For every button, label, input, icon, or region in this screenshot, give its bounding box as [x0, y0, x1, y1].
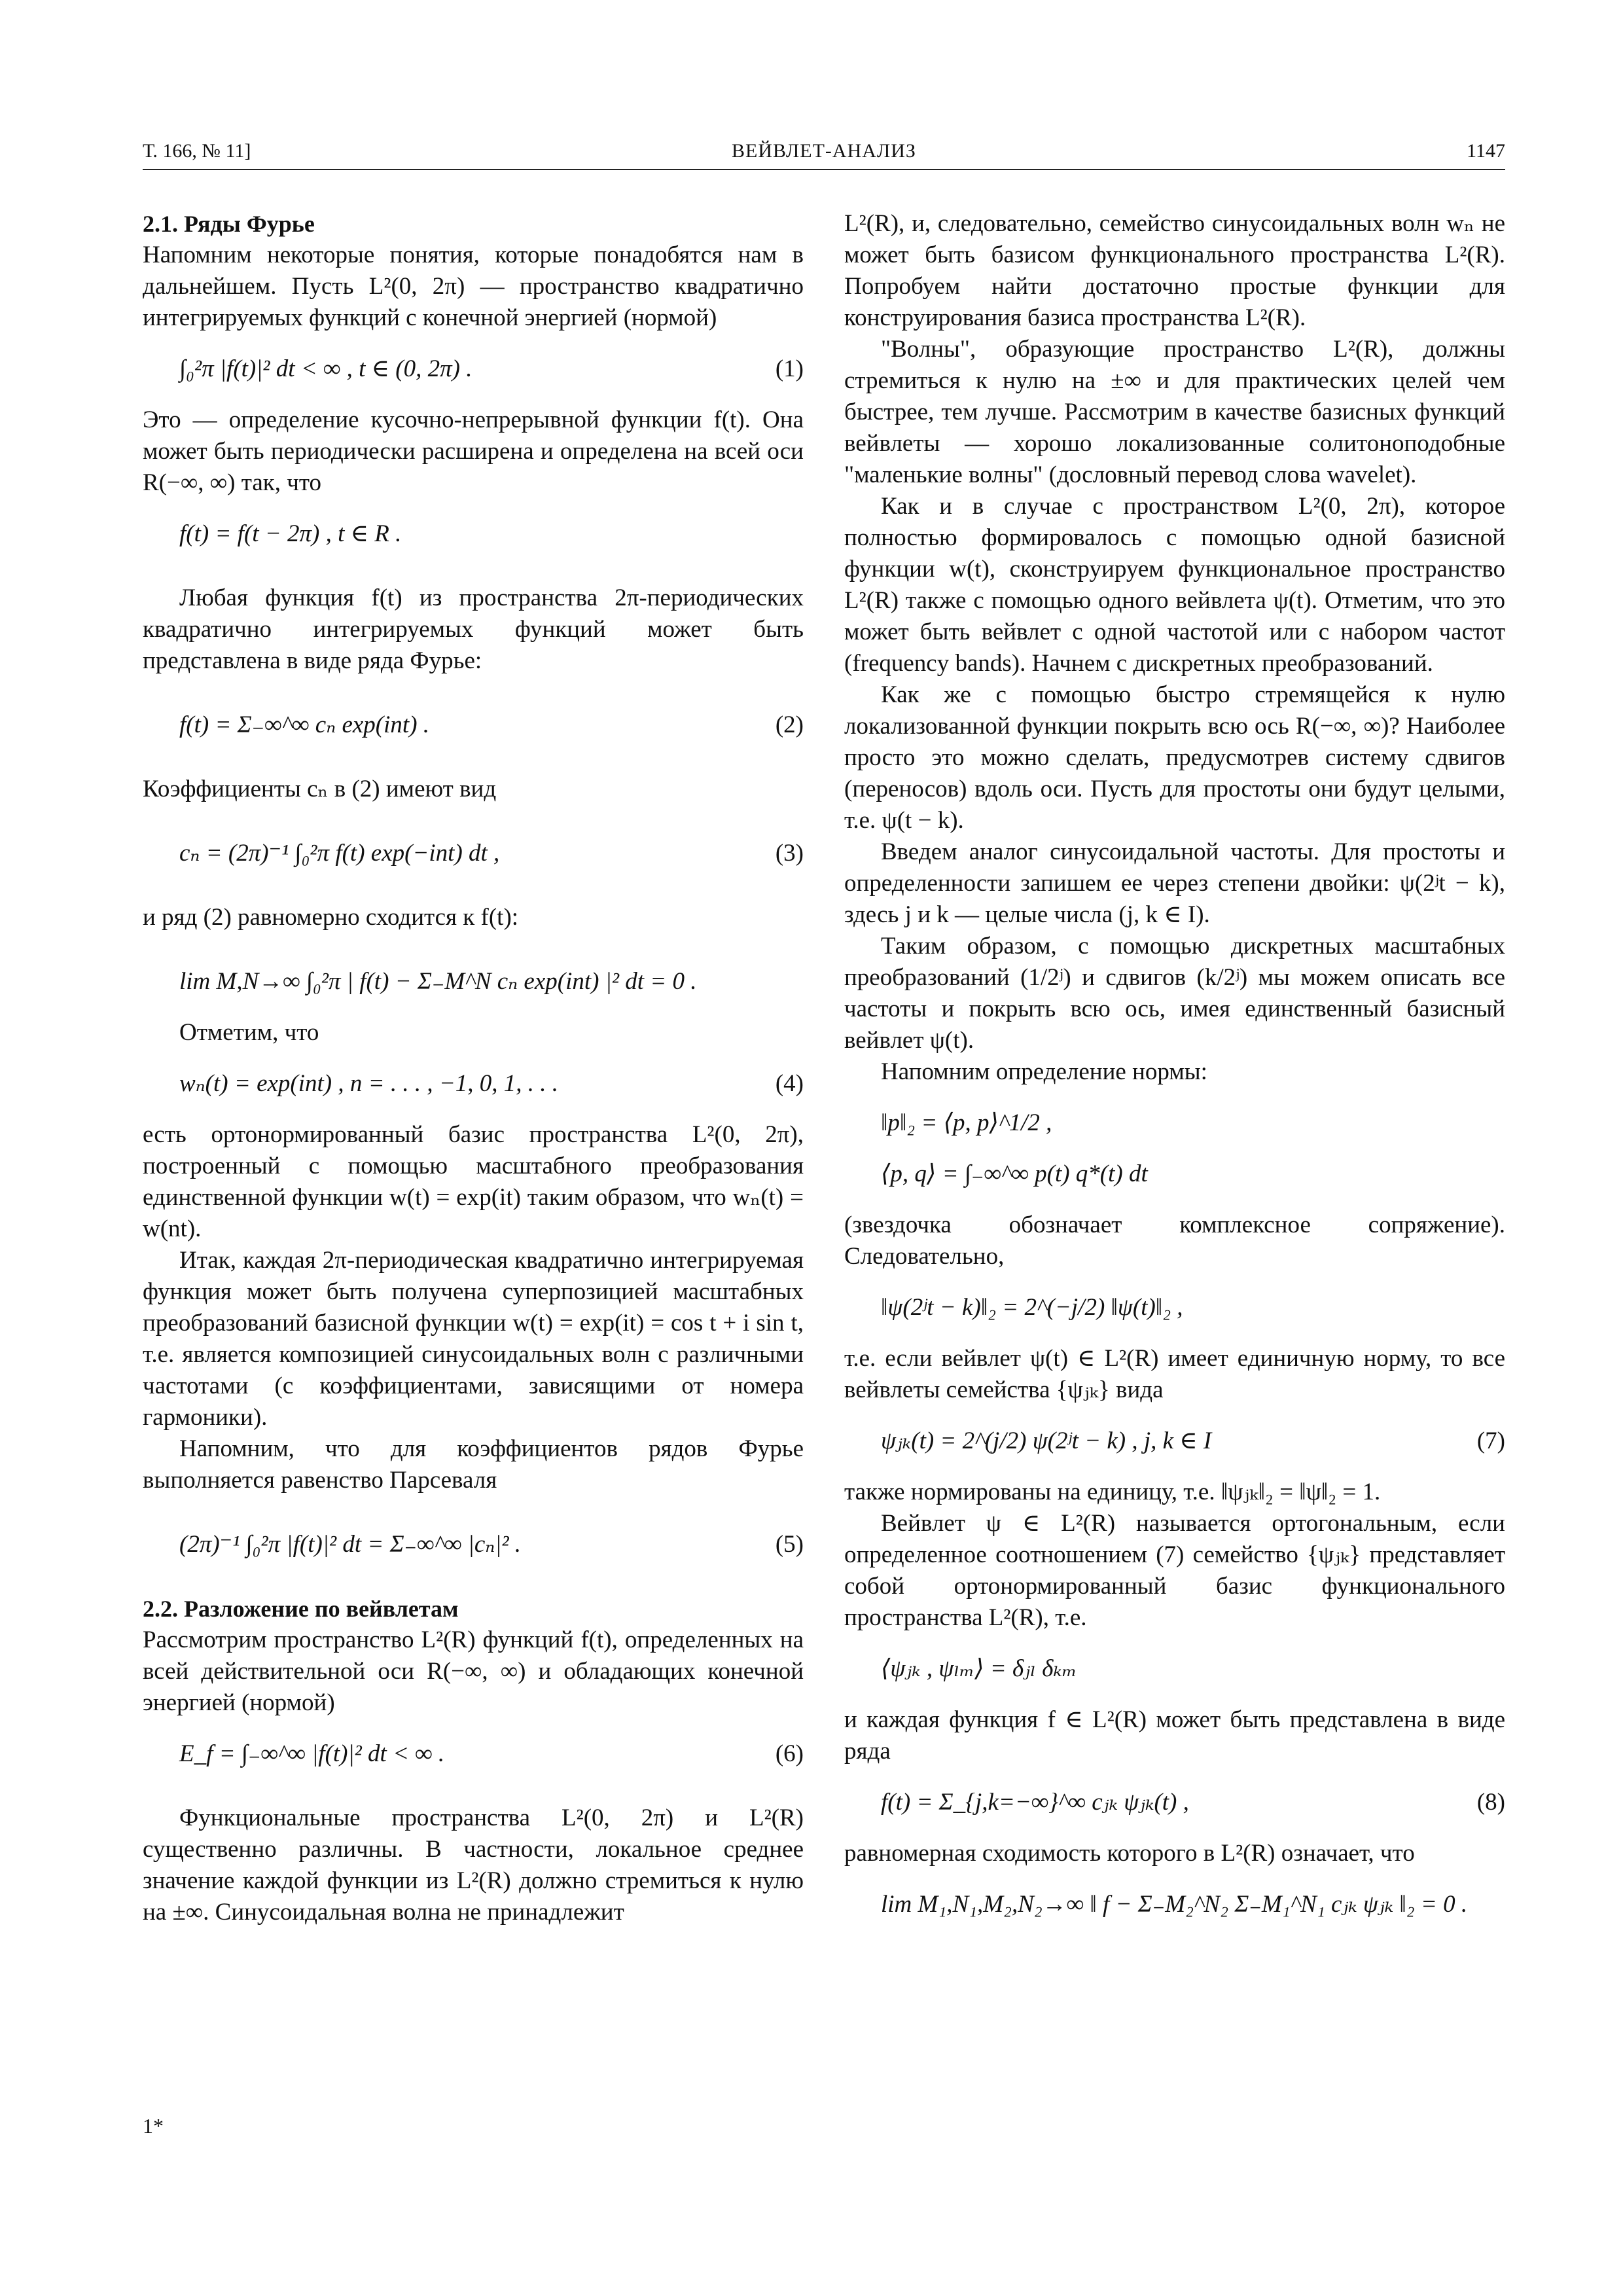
- paragraph: Как и в случае с пространством L²(0, 2π), которое полностью формировалось с помощью одной базисной функции w(t), сконструируем функциональное пространство L²(R) также с помощью одного вейвлета ψ(t). Отметим, что это может быть вейвлет с одной частотой или с набором частот (frequency bands). Начнем с дискретных преобразований.: [844, 493, 1505, 677]
- left-column: [143, 208, 804, 1928]
- paragraph: Как же с помощью быстро стремящейся к нулю локализованной функции покрыть всю ось R(−∞, ∞)? Наиболее просто это можно сделать, предусмотрев систему сдвигов (переносов) вдоль оси. Пусть для простоты они будут целыми, т.е. ψ(t − k).: [844, 681, 1505, 834]
- equation-text: cₙ = (2π)⁻¹ ∫₀²π f(t) exp(−int) dt ,: [179, 840, 500, 867]
- signature-mark: 1*: [143, 2114, 164, 2138]
- equation-4: [143, 1068, 804, 1100]
- equation-convergence: [844, 1889, 1505, 1920]
- paragraph: Итак, каждая 2π-периодическая квадратично интегрируемая функция может быть получена суперпозицией масштабных преобразований базисной функции w(t) = exp(it) = cos t + i sin t, т.е. является композицией синусоидальных волн с различными частотами (с коэффициентами, зависящими от номера гармоники).: [143, 1247, 804, 1431]
- equation-text: f(t) = Σ_{j,k=−∞}^∞ cⱼₖ ψⱼₖ(t) ,: [881, 1789, 1189, 1816]
- paragraph: Это — определение кусочно-непрерывной функции f(t). Она может быть периодически расширена и определена на всей оси R(−∞, ∞) так, что: [143, 406, 804, 496]
- running-header: [143, 135, 1505, 170]
- equation-inner-product: [844, 1158, 1505, 1190]
- equation-number: (6): [775, 1740, 804, 1767]
- equation-norm: [844, 1107, 1505, 1139]
- paragraph: Функциональные пространства L²(0, 2π) и L²(R) существенно различны. В частности, локальное среднее значение каждой функции из L²(R) должно стремиться к нулю на ±∞. Синусоидальная волна не принадлежит: [143, 1804, 804, 1926]
- equation-number: (2): [775, 711, 804, 738]
- equation-text: ‖p‖₂ = ⟨p, p⟩^1/2 ,: [881, 1109, 1052, 1136]
- equation-5: [143, 1529, 804, 1560]
- equation-text: f(t) = f(t − 2π) , t ∈ R .: [179, 520, 402, 547]
- paragraph: равномерная сходимость которого в L²(R) означает, что: [844, 1840, 1415, 1867]
- paragraph: Введем аналог синусоидальной частоты. Для простоты и определенности запишем ее через степени двойки: ψ(2ʲt − k), здесь j и k — целые числа (j, k ∈ I).: [844, 838, 1505, 928]
- paragraph: и ряд (2) равномерно сходится к f(t):: [143, 904, 519, 931]
- equation-8: [844, 1787, 1505, 1818]
- equation-2: [143, 709, 804, 741]
- paragraph: Напомним некоторые понятия, которые понадобятся нам в дальнейшем. Пусть L²(0, 2π) — пространство квадратично интегрируемых функций с конечной энергией (нормой): [143, 242, 804, 331]
- equation-1: [143, 353, 804, 385]
- equation-3: [143, 838, 804, 869]
- section-title-wavelets: 2.2. Разложение по вейвлетам: [143, 1596, 459, 1622]
- equation-periodic: [143, 518, 804, 550]
- paragraph: Коэффициенты cₙ в (2) имеют вид: [143, 776, 497, 802]
- paragraph: Любая функция f(t) из пространства 2π-периодических квадратично интегрируемых функций может быть представлена в виде ряда Фурье:: [143, 584, 804, 674]
- paragraph: также нормированы на единицу, т.е. ‖ψⱼₖ‖₂ = ‖ψ‖₂ = 1.: [844, 1479, 1381, 1505]
- paragraph: Отметим, что: [179, 1019, 319, 1046]
- section-title-fourier: 2.1. Ряды Фурье: [143, 211, 315, 237]
- equation-text: f(t) = Σ₋∞^∞ cₙ exp(int) .: [179, 711, 430, 738]
- paragraph: и каждая функция f ∈ L²(R) может быть представлена в виде ряда: [844, 1706, 1505, 1765]
- equation-6: [143, 1738, 804, 1770]
- equation-number: (7): [1476, 1427, 1505, 1454]
- paragraph: "Волны", образующие пространство L²(R), должны стремиться к нулю на ±∞ и для практических целей чем быстрее, тем лучше. Рассмотрим в качестве базисных функций вейвлеты — хорошо локализованные солитоноподобные "маленькие волны" (дословный перевод слова wavelet).: [844, 336, 1505, 488]
- equation-7: [844, 1426, 1505, 1457]
- equation-number: (1): [775, 355, 804, 382]
- equation-number: (5): [775, 1531, 804, 1558]
- paragraph: Вейвлет ψ ∈ L²(R) называется ортогональным, если определенное соотношением (7) семейство {ψⱼₖ} представляет собой ортонормированный базис функционального пространства L²(R), т.е.: [844, 1510, 1505, 1631]
- equation-scale-norm: [844, 1292, 1505, 1323]
- equation-orthonormality: [844, 1653, 1505, 1685]
- equation-text: ⟨ψⱼₖ , ψₗₘ⟩ = δⱼₗ δₖₘ: [881, 1655, 1077, 1682]
- equation-number: (4): [775, 1070, 804, 1097]
- equation-text: ‖ψ(2ʲt − k)‖₂ = 2^(−j/2) ‖ψ(t)‖₂ ,: [881, 1294, 1183, 1321]
- equation-text: ψⱼₖ(t) = 2^(j/2) ψ(2ʲt − k) , j, k ∈ I: [881, 1427, 1212, 1454]
- equation-text: lim M,N→∞ ∫₀²π | f(t) − Σ₋M^N cₙ exp(int) |² dt = 0 .: [179, 968, 697, 995]
- equation-number: (8): [1476, 1789, 1505, 1816]
- paragraph: (звездочка обозначает комплексное сопряжение). Следовательно,: [844, 1211, 1505, 1270]
- equation-text: E_f = ∫₋∞^∞ |f(t)|² dt < ∞ .: [179, 1740, 445, 1767]
- header-volume: Т. 166, № 11]: [143, 140, 251, 162]
- header-title: ВЕЙВЛЕТ-АНАЛИЗ: [732, 140, 916, 162]
- paragraph: Напомним определение нормы:: [881, 1058, 1207, 1085]
- paragraph: L²(R), и, следовательно, семейство синусоидальных волн wₙ не может быть базисом функционального пространства L²(R). Попробуем найти достаточно простые функции для конструирования базиса пространства L²(R).: [844, 210, 1505, 331]
- paragraph: Рассмотрим пространство L²(R) функций f(t), определенных на всей действительной оси R(−∞, ∞) и обладающих конечной энергией (нормой): [143, 1626, 804, 1716]
- equation-limit: [143, 966, 804, 997]
- paragraph: Таким образом, с помощью дискретных масштабных преобразований (1/2ʲ) и сдвигов (k/2ʲ) мы можем описать все частоты и покрыть всю ось, имея единственный базисный вейвлет ψ(t).: [844, 933, 1505, 1054]
- equation-text: ⟨p, q⟩ = ∫₋∞^∞ p(t) q*(t) dt: [881, 1160, 1148, 1187]
- paragraph: т.е. если вейвлет ψ(t) ∈ L²(R) имеет единичную норму, то все вейвлеты семейства {ψⱼₖ} вида: [844, 1345, 1505, 1403]
- equation-text: ∫₀²π |f(t)|² dt < ∞ , t ∈ (0, 2π) .: [179, 355, 473, 382]
- equation-text: wₙ(t) = exp(int) , n = . . . , −1, 0, 1, . . .: [179, 1070, 559, 1097]
- page-number: 1147: [1467, 140, 1505, 162]
- equation-number: (3): [775, 840, 804, 867]
- paragraph: Напомним, что для коэффициентов рядов Фурье выполняется равенство Парсеваля: [143, 1435, 804, 1494]
- paragraph: есть ортонормированный базис пространства L²(0, 2π), построенный с помощью масштабного преобразования единственной функции w(t) = exp(it) таким образом, что wₙ(t) = w(nt).: [143, 1121, 804, 1242]
- right-column: [844, 208, 1505, 1920]
- equation-text: (2π)⁻¹ ∫₀²π |f(t)|² dt = Σ₋∞^∞ |cₙ|² .: [179, 1531, 522, 1558]
- equation-text: lim M₁,N₁,M₂,N₂→∞ ‖ f − Σ₋M₂^N₂ Σ₋M₁^N₁ cⱼₖ ψⱼₖ ‖₂ = 0 .: [881, 1891, 1468, 1918]
